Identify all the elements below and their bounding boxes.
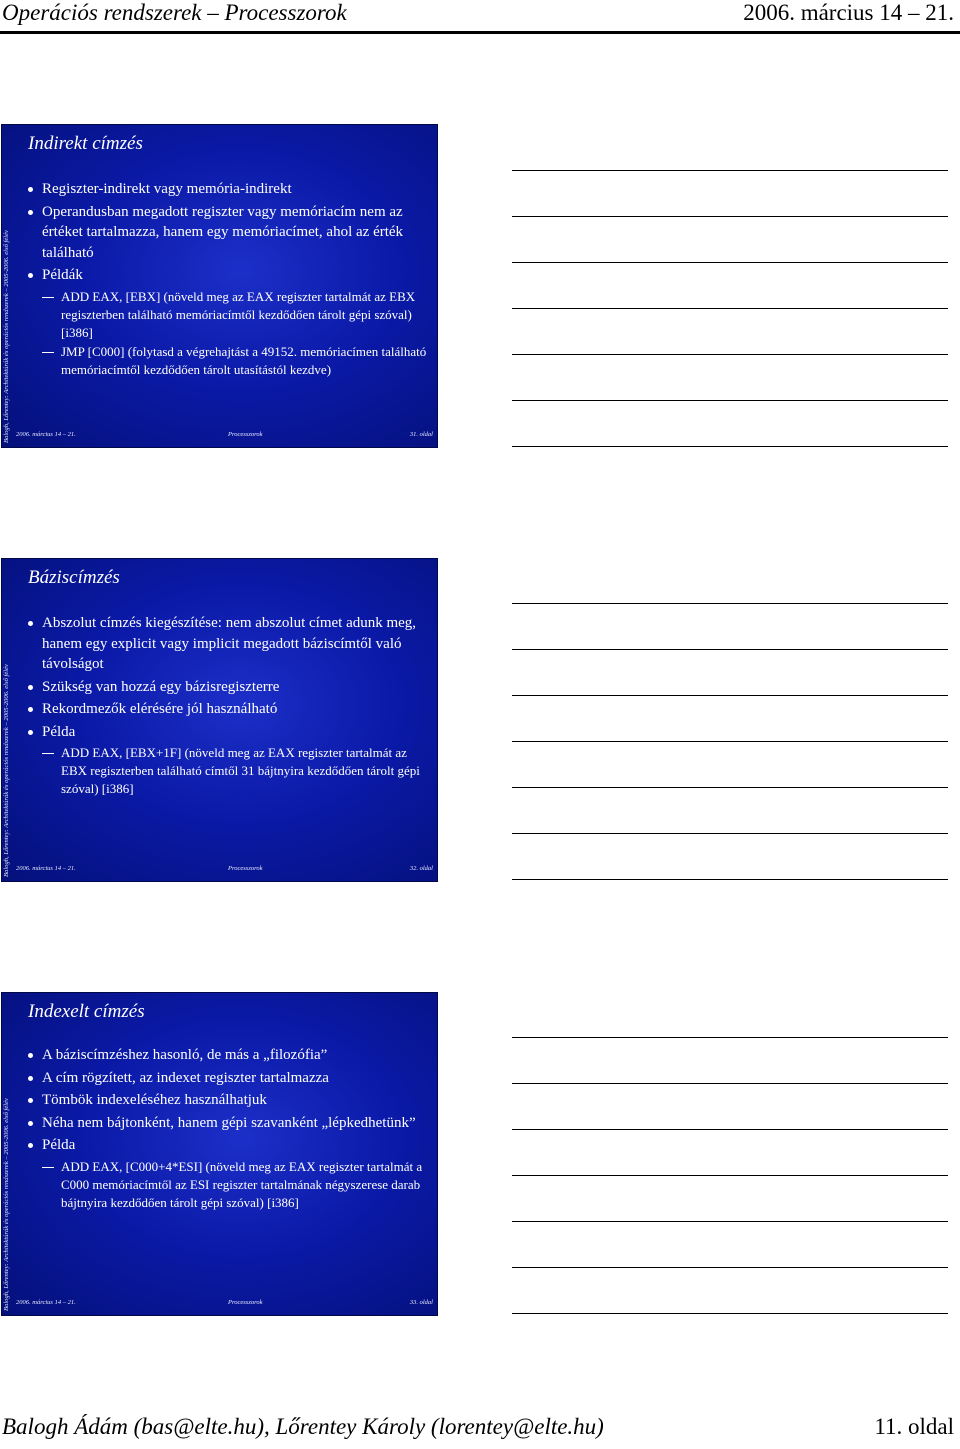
slide-footer-topic: Processzorok <box>228 431 263 438</box>
note-line <box>512 787 948 788</box>
note-line <box>512 1037 948 1038</box>
slide-indexelt-cimzes <box>1 992 438 1316</box>
note-line <box>512 879 948 880</box>
slide-footer-page: 32. oldal <box>409 865 433 872</box>
slide-footer <box>16 431 433 441</box>
note-line <box>512 170 948 171</box>
bullet-item: Rekordmezők elérésére jól használható <box>28 699 427 720</box>
note-line <box>512 1313 948 1314</box>
slide-footer-topic: Processzorok <box>228 865 263 872</box>
slide-baziscimzes <box>1 558 438 882</box>
footer-page-number: 11. oldal <box>874 1414 954 1439</box>
bullet-item: Operandusban megadott regiszter vagy memóriacím nem az értéket tartalmazza, hanem egy memóriacímet, ahol az érték található <box>28 202 427 264</box>
note-line <box>512 603 948 604</box>
bullet-item <box>28 722 427 743</box>
bullet-item: Szükség van hozzá egy bázisregiszterre <box>28 677 427 698</box>
slide-footer <box>16 1299 433 1309</box>
sub-bullet-item: ADD EAX, [C000+4*ESI] (növeld meg az EAX regiszter tartalmát a C000 memóriacímtől az ESI regiszter tartalmának négyszerese darab bájtnyira kezdődően tárolt gépi szóval) [i386] <box>28 1158 427 1212</box>
slide-side-text: Balogh, Lőrentey: Architektúrák és operációs rendszerek – 2005-2006. első félév <box>3 664 10 877</box>
slide-body <box>28 613 427 800</box>
note-line <box>512 262 948 263</box>
slide-footer-page: 33. oldal <box>409 1299 433 1306</box>
note-line <box>512 1175 948 1176</box>
sub-bullet-item: ADD EAX, [EBX] (növeld meg az EAX regiszter tartalmát az EBX regiszterben található memóriacímtől kezdődően tárolt gépi szóval) [i386] <box>28 288 427 342</box>
slide-title: Indirekt címzés <box>28 133 143 154</box>
page-footer <box>0 1410 960 1449</box>
slide-body <box>28 179 427 381</box>
note-line <box>512 649 948 650</box>
sub-bullet-item: JMP [C000] (folytasd a végrehajtást a 49152. memóriacímen található memóriacímtől kezdődően tárolt utasítástól kezdve) <box>28 343 427 379</box>
slide-title: Indexelt címzés <box>28 1001 145 1022</box>
note-line <box>512 354 948 355</box>
note-line <box>512 216 948 217</box>
slide-side-text: Balogh, Lőrentey: Architektúrák és operációs rendszerek – 2005-2006. első félév <box>3 230 10 443</box>
note-line <box>512 1221 948 1222</box>
note-line <box>512 741 948 742</box>
slide-footer-page: 31. oldal <box>409 431 433 438</box>
bullet-item: Abszolut címzés kiegészítése: nem abszolut címet adunk meg, hanem egy explicit vagy implicit megadott báziscímtől való távolságot <box>28 613 427 675</box>
slide-footer-date: 2006. március 14 – 21. <box>16 431 76 438</box>
slide-side-text: Balogh, Lőrentey: Architektúrák és operációs rendszerek – 2005-2006. első félév <box>3 1098 10 1311</box>
bullet-item <box>28 1135 427 1156</box>
bullet-text: Példák <box>42 267 83 283</box>
sub-bullet-item: ADD EAX, [EBX+1F] (növeld meg az EAX regiszter tartalmát az EBX regiszterben található címtől 31 bájtnyira kezdődően tárolt gépi szóval) [i386] <box>28 744 427 798</box>
bullet-item: Regiszter-indirekt vagy memória-indirekt <box>28 179 427 200</box>
bullet-item: Néha nem bájtonként, hanem gépi szavanként „lépkedhetünk” <box>28 1113 427 1134</box>
header-title: Operációs rendszerek – Processzorok <box>2 0 347 25</box>
note-line <box>512 833 948 834</box>
slide-footer <box>16 865 433 875</box>
note-line <box>512 446 948 447</box>
note-line <box>512 1129 948 1130</box>
bullet-item: Tömbök indexeléséhez használhatjuk <box>28 1090 427 1111</box>
bullet-item <box>28 265 427 286</box>
footer-authors: Balogh Ádám (bas@elte.hu), Lőrentey Károly (lorentey@elte.hu) <box>2 1414 604 1439</box>
slide-footer-date: 2006. március 14 – 21. <box>16 865 76 872</box>
note-line <box>512 1083 948 1084</box>
slide-body <box>28 1045 427 1214</box>
slide-footer-date: 2006. március 14 – 21. <box>16 1299 76 1306</box>
bullet-item: A báziscímzéshez hasonló, de más a „filozófia” <box>28 1045 427 1066</box>
page-header <box>0 0 960 30</box>
bullet-item: A cím rögzített, az indexet regiszter tartalmazza <box>28 1068 427 1089</box>
slide-title: Báziscímzés <box>28 567 120 588</box>
note-line <box>512 695 948 696</box>
header-date: 2006. március 14 – 21. <box>743 0 954 25</box>
bullet-text: Példa <box>42 723 76 740</box>
slide-footer-topic: Processzorok <box>228 1299 263 1306</box>
note-line <box>512 308 948 309</box>
note-line <box>512 1267 948 1268</box>
slide-indirekt-cimzes <box>1 124 438 448</box>
bullet-text: Példa <box>42 1137 76 1153</box>
note-line <box>512 400 948 401</box>
header-rule <box>0 31 960 34</box>
